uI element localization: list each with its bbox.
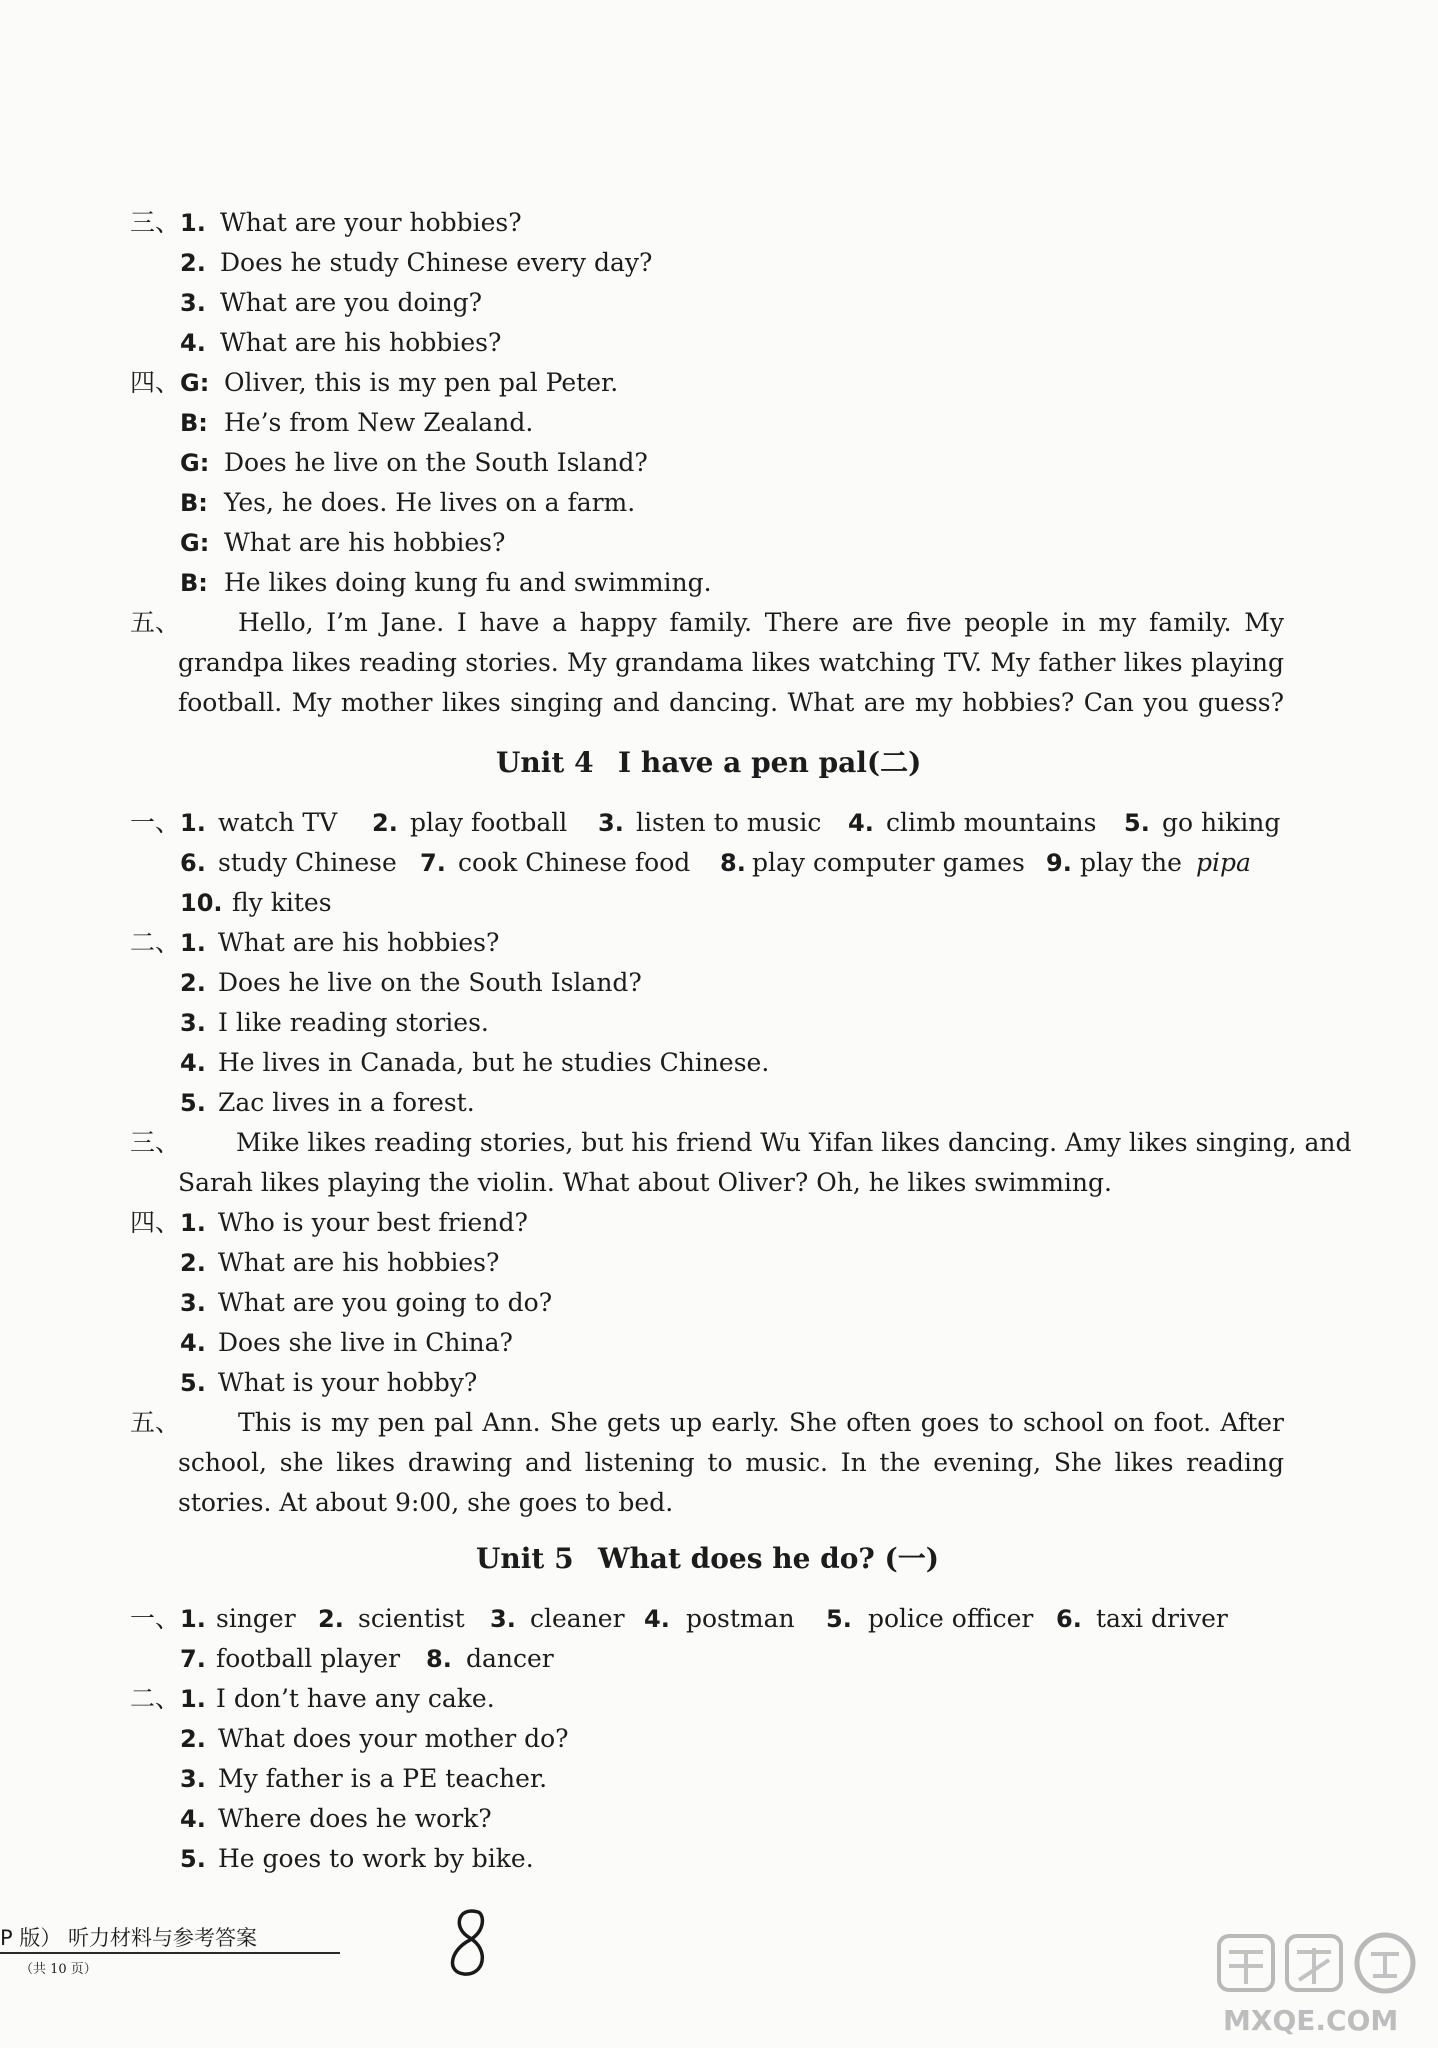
dialogue-line: B: He’s from New Zealand. <box>180 408 534 437</box>
passage-line: stories. At about 9:00, she goes to bed. <box>178 1488 674 1517</box>
footer-page-count: （共 10 页） <box>20 1962 97 1977</box>
passage-line: Sarah likes playing the violin. What about Oliver? Oh, he likes swimming. <box>178 1168 1112 1197</box>
footer-book-title: P 版） 听力材料与参考答案 <box>0 1926 258 1950</box>
dialogue-line: 四、 G: Oliver, this is my pen pal Peter. <box>0 363 1438 403</box>
section-label: 四、 <box>130 368 181 397</box>
section-label: 五、 <box>130 1408 181 1437</box>
q3-item-1: 三、 1. What are your hobbies? <box>0 203 1438 243</box>
q3-item-4: 4. What are his hobbies? <box>180 328 502 357</box>
section-label: 二、 <box>130 1684 181 1713</box>
q2-item: 2. What does your mother do? <box>180 1724 569 1753</box>
unit-heading: Unit 4 I have a pen pal(二) <box>496 746 922 779</box>
unit-heading: Unit 5 What does he do? (一) <box>476 1542 940 1575</box>
handwritten-page-number <box>440 1902 500 1982</box>
section-label: 三、 <box>130 1128 181 1157</box>
q4-item: 四、 1. Who is your best friend? <box>0 1203 1438 1243</box>
q4-item: 4. Does she live in China? <box>180 1328 513 1357</box>
passage-line: grandpa likes reading stories. My grandama likes watching TV. My father likes playing <box>178 648 1284 677</box>
q2-item: 5. Zac lives in a forest. <box>180 1088 475 1117</box>
q4-item: 3. What are you going to do? <box>180 1288 553 1317</box>
passage-line: football. My mother likes singing and dancing. What are my hobbies? Can you guess? <box>178 688 1284 717</box>
dialogue-line: B: Yes, he does. He lives on a farm. <box>180 488 636 517</box>
section-label: 四、 <box>130 1208 181 1237</box>
svg-text:MXQE.COM: MXQE.COM <box>1223 2004 1399 2037</box>
job-row: 一、 1. singer 2. scientist 3. cleaner 4. postman 5. police officer 6. taxi driver <box>0 1599 1438 1639</box>
passage-line: school, she likes drawing and listening to music. In the evening, She likes reading <box>178 1448 1284 1477</box>
phrase-row: 10. fly kites <box>180 888 332 917</box>
dialogue-line: G: What are his hobbies? <box>180 528 506 557</box>
q4-item: 2. What are his hobbies? <box>180 1248 500 1277</box>
q3-item-3: 3. What are you doing? <box>180 288 483 317</box>
passage-line: 三、 Mike likes reading stories, but his friend Wu Yifan likes dancing. Amy likes singing, and <box>0 1123 1438 1163</box>
section-label: 一、 <box>130 1604 181 1633</box>
phrase-row: 6. study Chinese 7. cook Chinese food 8. play computer games 9. play the pipa <box>180 848 1251 877</box>
dialogue-line: G: Does he live on the South Island? <box>180 448 648 477</box>
q4-item: 5. What is your hobby? <box>180 1368 478 1397</box>
section-label: 五、 <box>130 608 181 637</box>
q2-item: 2. Does he live on the South Island? <box>180 968 642 997</box>
section-label: 二、 <box>130 928 181 957</box>
q2-item: 二、 1. What are his hobbies? <box>0 923 1438 963</box>
q3-item-2: 2. Does he study Chinese every day? <box>180 248 653 277</box>
q2-item: 4. Where does he work? <box>180 1804 492 1833</box>
section-label: 三、 <box>130 208 181 237</box>
q2-item: 3. My father is a PE teacher. <box>180 1764 548 1793</box>
passage-line: 五、 Hello, I’m Jane. I have a happy family. There are five people in my family. My <box>0 603 1438 643</box>
q2-item: 3. I like reading stories. <box>180 1008 489 1037</box>
dialogue-line: B: He likes doing kung fu and swimming. <box>180 568 712 597</box>
job-row: 7. football player 8. dancer <box>180 1644 554 1673</box>
section-label: 一、 <box>130 808 181 837</box>
q2-item: 二、 1. I don’t have any cake. <box>0 1679 1438 1719</box>
q2-item: 4. He lives in Canada, but he studies Chinese. <box>180 1048 770 1077</box>
footer-rule <box>0 1952 340 1954</box>
watermark-logo <box>1215 1930 1430 2040</box>
q2-item: 5. He goes to work by bike. <box>180 1844 534 1873</box>
passage-line: 五、 This is my pen pal Ann. She gets up early. She often goes to school on foot. After <box>0 1403 1438 1443</box>
phrase-row: 一、 1. watch TV 2. play football 3. listen to music 4. climb mountains 5. go hiking <box>0 803 1438 843</box>
